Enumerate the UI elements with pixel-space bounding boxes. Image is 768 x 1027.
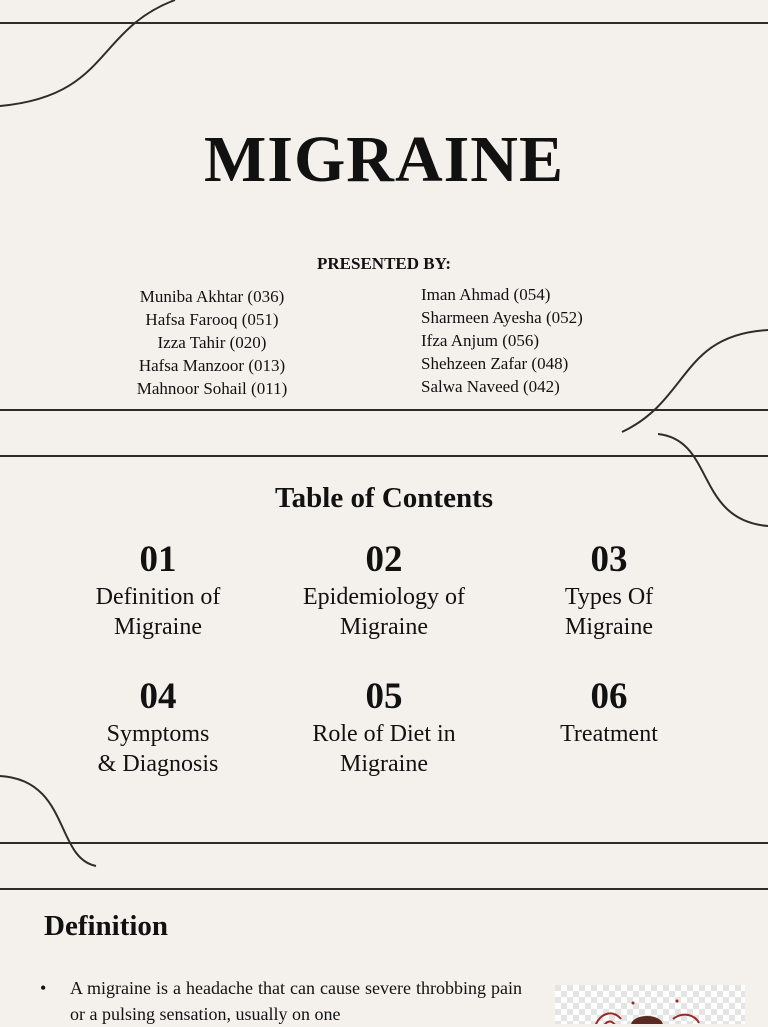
presenter-name: Shehzeen Zafar (048)	[421, 354, 569, 373]
presenter-name: Salwa Naveed (042)	[421, 377, 560, 396]
toc-item-epidemiology	[274, 538, 494, 642]
toc-label-line1: Definition of	[95, 584, 221, 610]
toc-label-line2: Migraine	[340, 751, 428, 777]
toc-label-line2: Migraine	[114, 614, 202, 640]
curve-bottom-left	[0, 776, 96, 866]
slide2-top-line	[0, 455, 768, 457]
toc-item-definition	[48, 538, 268, 642]
toc-item-types	[499, 538, 719, 642]
toc-label-line1: Treatment	[560, 721, 658, 747]
slide3-top-line	[0, 888, 768, 890]
definition-bullet-item	[40, 975, 522, 1027]
presented-by-heading: PRESENTED BY:	[317, 254, 451, 273]
toc-label-line1: Types Of	[564, 584, 654, 610]
toc-title: Table of Contents	[274, 482, 494, 514]
slide2-bottom-line	[0, 842, 768, 844]
toc-label-line1: Role of Diet in	[312, 721, 456, 747]
toc-label-line1: Epidemiology of	[303, 584, 465, 610]
presenter-name: Mahnoor Sohail (011)	[136, 379, 288, 398]
migraine-illustration	[555, 985, 745, 1024]
illustration-image	[555, 985, 745, 1024]
toc-item-diet	[274, 675, 494, 779]
bullet-icon: •	[40, 978, 47, 998]
presenter-name: Hafsa Farooq (051)	[145, 310, 279, 329]
toc-label-line1: Symptoms	[106, 721, 210, 747]
toc-number: 02	[365, 539, 403, 580]
toc-number: 06	[590, 676, 628, 717]
presenter-name: Izza Tahir (020)	[157, 333, 267, 352]
presenter-name: Sharmeen Ayesha (052)	[421, 308, 583, 327]
toc-label-line2: Migraine	[565, 614, 653, 640]
toc-item-symptoms	[48, 675, 268, 779]
presenter-name: Iman Ahmad (054)	[421, 285, 551, 304]
curve-right-upper	[622, 330, 768, 432]
toc-number: 05	[365, 676, 403, 717]
presenter-name: Hafsa Manzoor (013)	[138, 356, 286, 375]
curve-top-left	[0, 0, 175, 106]
toc-label-line2: Migraine	[340, 614, 428, 640]
toc-item-treatment	[499, 675, 719, 749]
presenter-name: Ifza Anjum (056)	[421, 331, 540, 350]
definition-heading: Definition	[44, 910, 169, 942]
toc-label-line2: & Diagnosis	[97, 751, 219, 777]
page-title: MIGRAINE	[203, 123, 564, 196]
definition-list	[40, 975, 522, 1027]
slide1-top-line	[0, 22, 768, 24]
definition-text: A migraine is a headache that can cause severe throbbing pain or a pulsing sensation, usually on one	[70, 978, 522, 1024]
toc-number: 04	[139, 676, 177, 717]
toc-number: 03	[590, 539, 628, 580]
presenters-left-column	[112, 285, 312, 400]
toc-number: 01	[139, 539, 177, 580]
presenters-right-column	[421, 283, 641, 398]
slide1-bottom-line	[0, 409, 768, 411]
presenter-name: Muniba Akhtar (036)	[139, 287, 285, 306]
